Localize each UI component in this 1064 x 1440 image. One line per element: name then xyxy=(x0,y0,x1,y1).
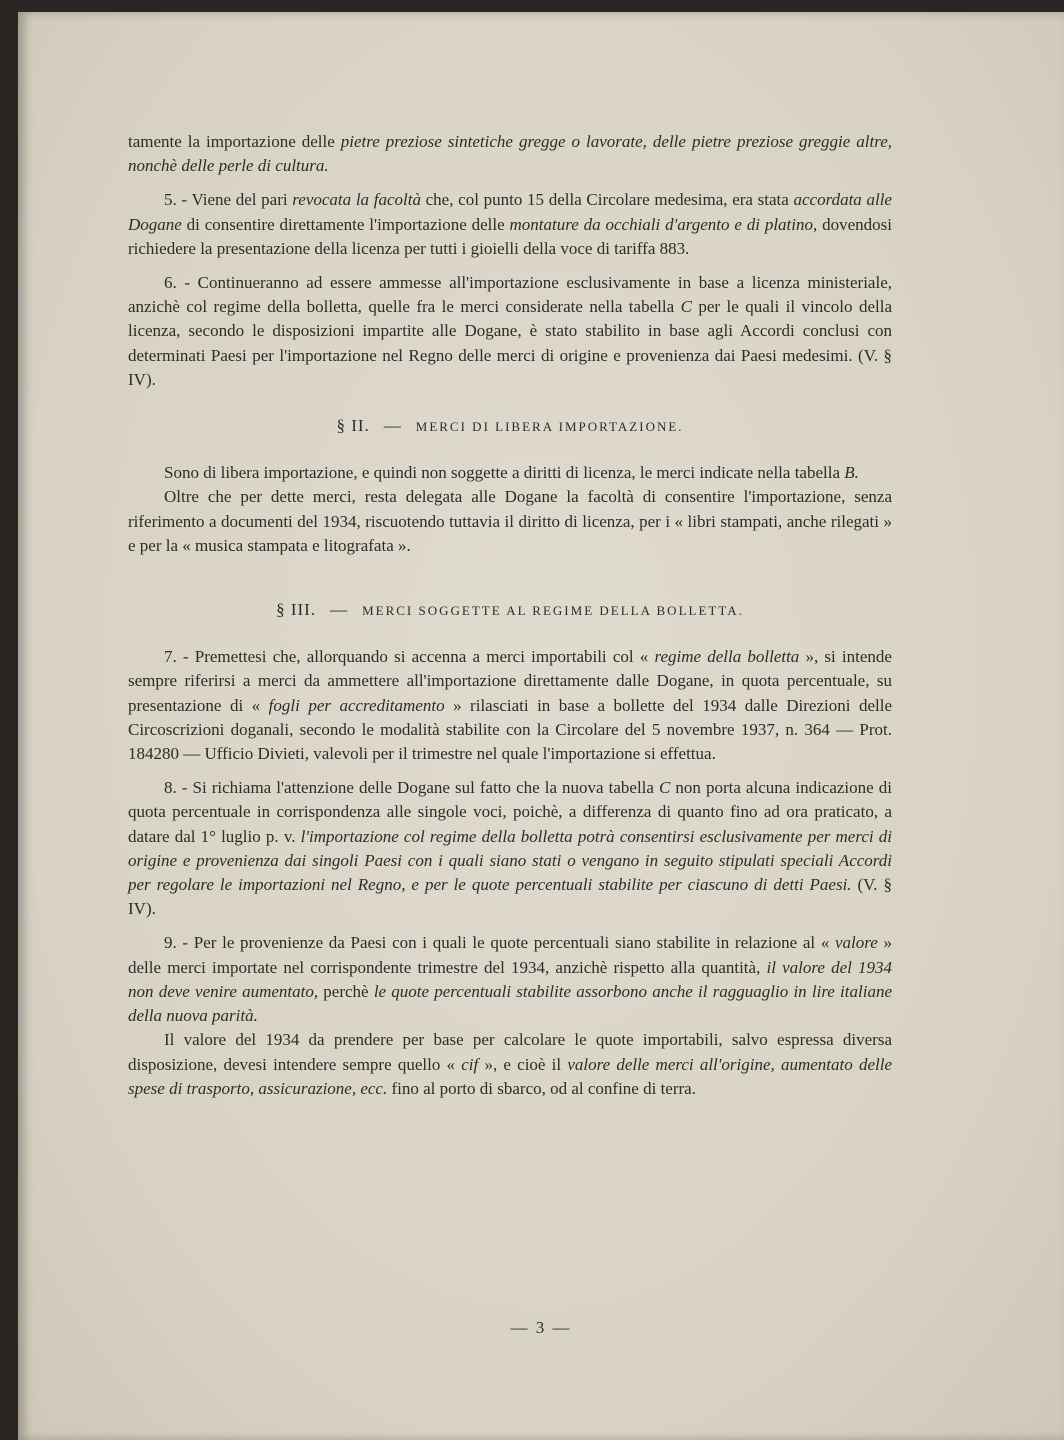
document-page xyxy=(18,12,1064,1440)
page-number: — 3 — xyxy=(510,1318,572,1337)
paragraph-6: 6. - Continueranno ad essere ammesse all'importazione esclusivamente in base a licenza ministeriale, anzichè col regime della bolletta, quelle fra le merci considerate nella tabella C per le quali il vincolo della licenza, secondo le disposizioni impartite alle Dogane, è stato stabilito in base agli Accordi conclusi con determinati Paesi per l'importazione nel Regno delle merci di origine e provenienza dai Paesi medesimi. (V. § IV). xyxy=(128,273,892,389)
paragraph-libera-1: Sono di libera importazione, e quindi non soggette a diritti di licenza, le merci indicate nella tabella B. xyxy=(164,463,859,483)
section-heading-3: § III. — MERCI SOGGETTE AL REGIME DELLA BOLLETTA. xyxy=(276,600,744,620)
paragraph-9: 9. - Per le provenienze da Paesi con i quali le quote percentuali siano stabilite in relazione al « valore » delle merci importate nel corrispondente trimestre del 1934, anzichè rispetto alla quantità, il valore del 1934 non deve venire aumentato, perchè le quote percentuali stabilite assorbono anche il ragguaglio in lire italiane della nuova parità. xyxy=(128,933,893,1026)
paragraph-9-continued: Il valore del 1934 da prendere per base per calcolare le quote importabili, salvo espressa diversa disposizione, devesi intendere sempre quello « cif », e cioè il valore delle merci all'origine, aumentato delle spese di trasporto, assicurazione, ecc. fino al porto di sbarco, od al confine di terra. xyxy=(128,1030,892,1098)
document-body xyxy=(128,130,892,1101)
paragraph-5: 5. - Viene del pari revocata la facoltà che, col punto 15 della Circolare medesima, era stata accordata alle Dogane di consentire direttamente l'importazione delle montature da occhiali d'argento e di platino, dovendosi richiedere la presentazione della licenza per tutti i gioielli della voce di tariffa 883. xyxy=(128,190,893,258)
section-heading-2: § II. — MERCI DI LIBERA IMPORTAZIONE. xyxy=(336,416,684,436)
paragraph-7: 7. - Premettesi che, allorquando si accenna a merci importabili col « regime della bolletta », si intende sempre riferirsi a merci da ammettere all'importazione direttamente dalle Dogane, in quota percentuale, su presentazione di « fogli per accreditamento » rilasciati in base a bollette del 1934 dalle Direzioni delle Circoscrizioni doganali, secondo le modalità stabilite con la Circolare del 5 novembre 1937, n. 364 — Prot. 184280 — Ufficio Divieti, valevoli per il trimestre nel quale l'importazione si effettua. xyxy=(128,647,892,764)
paragraph-8: 8. - Si richiama l'attenzione delle Dogane sul fatto che la nuova tabella C non porta alcuna indicazione di quota percentuale in corrispondenza alle singole voci, poichè, a differenza di quanto fino ad ora praticato, a datare dal 1° luglio p. v. l'importazione col regime della bolletta potrà consentirsi esclusivamente per merci di origine e provenienza dai singoli Paesi con i quali siano stati o vengano in seguito stipulati speciali Accordi per regolare le importazioni nel Regno, e per le quote percentuali stabilite per ciascuno di detti Paesi. (V. § IV). xyxy=(128,778,892,919)
paragraph-libera-2: Oltre che per dette merci, resta delegata alle Dogane la facoltà di consentire l'importazione, senza riferimento a documenti del 1934, riscuotendo tuttavia il diritto di licenza, per i « libri stampati, anche rilegati » e per la « musica stampata e litografata ». xyxy=(128,487,892,555)
intro-paragraph: tamente la importazione delle pietre preziose sintetiche gregge o lavorate, delle pietre preziose greggie altre, nonchè delle perle di cultura. xyxy=(128,132,892,176)
